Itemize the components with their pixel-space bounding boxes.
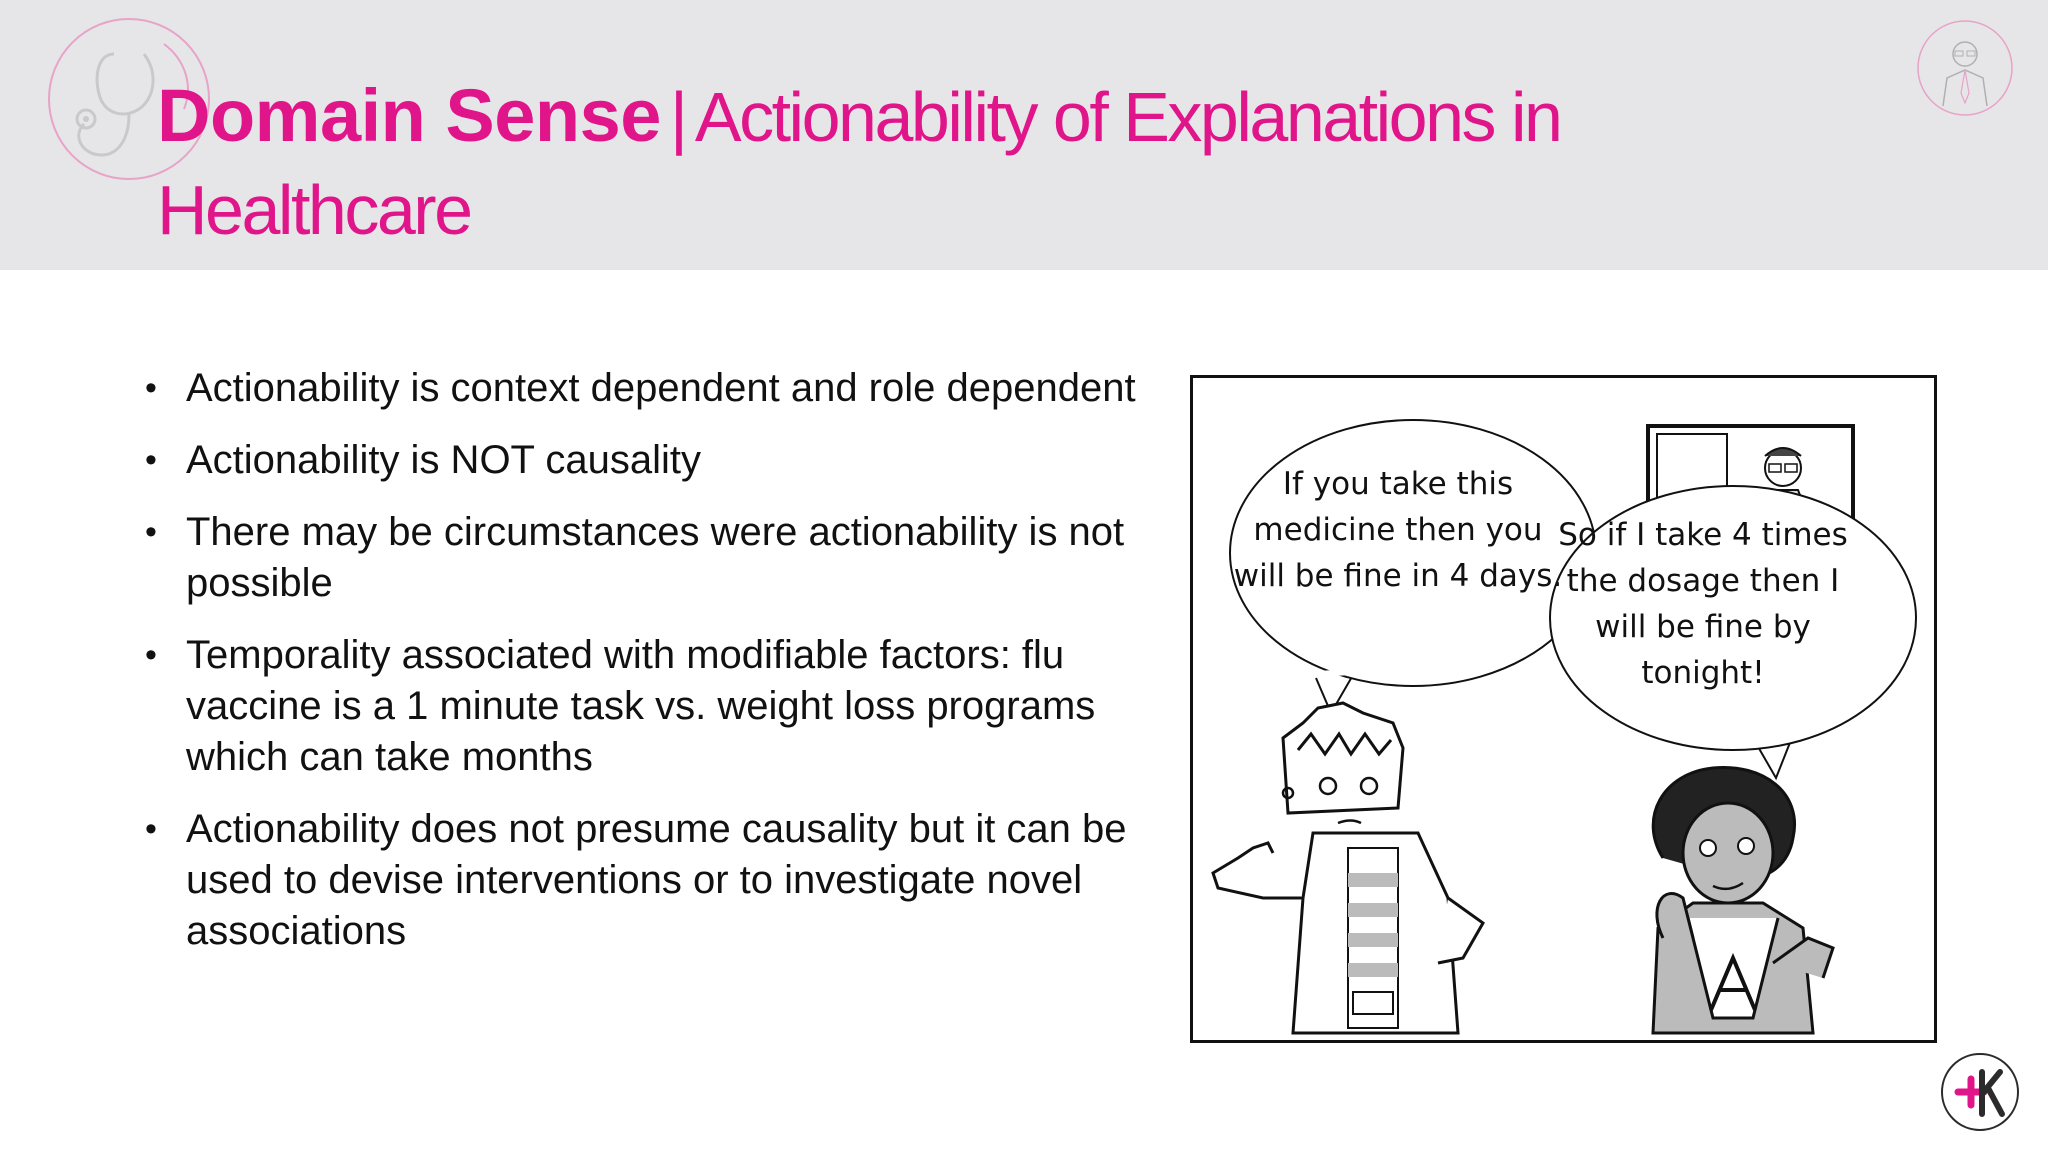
bullet-item — [145, 435, 1155, 486]
character-woman — [1213, 703, 1483, 1033]
bullet-dot: • — [145, 513, 157, 551]
bullet-item — [145, 507, 1155, 609]
speech-bubble-left-text: If you take this medicine then you will be fine in 4 days. — [1233, 466, 1563, 594]
bullet-dot: • — [145, 441, 157, 479]
bullet-item — [145, 363, 1155, 414]
title-bold-part: Domain Sense — [157, 74, 661, 157]
bullet-text: There may be circumstances were actionability is not possible — [186, 510, 1125, 605]
title-separator: | — [669, 78, 687, 156]
comic-panel — [1190, 375, 1937, 1043]
bullet-text: Temporality associated with modifiable factors: flu vaccine is a 1 minute task vs. weight loss programs which can take months — [186, 633, 1096, 779]
bullet-dot: • — [145, 810, 157, 848]
bullet-item — [145, 630, 1155, 783]
bullet-text: Actionability does not presume causality but it can be used to devise interventions or to investigate novel associations — [186, 807, 1127, 953]
page-title — [157, 76, 1717, 263]
header-band — [0, 0, 2048, 270]
bullet-dot: • — [145, 636, 157, 674]
bullet-text: Actionability is NOT causality — [186, 438, 701, 482]
bullet-list — [145, 363, 1155, 978]
character-man — [1653, 767, 1833, 1033]
bullet-item — [145, 804, 1155, 957]
bullet-text: Actionability is context dependent and role dependent — [186, 366, 1136, 410]
title-subtitle-part: Actionability of Explanations in Healthcare — [157, 78, 1561, 249]
bullet-dot: • — [145, 369, 157, 407]
doctor-icon — [1915, 18, 2015, 118]
speech-bubble-right-text: So if I take 4 times the dosage then I will be fine by tonight! — [1558, 517, 1848, 691]
plus-k-logo-icon — [1938, 1050, 2022, 1134]
